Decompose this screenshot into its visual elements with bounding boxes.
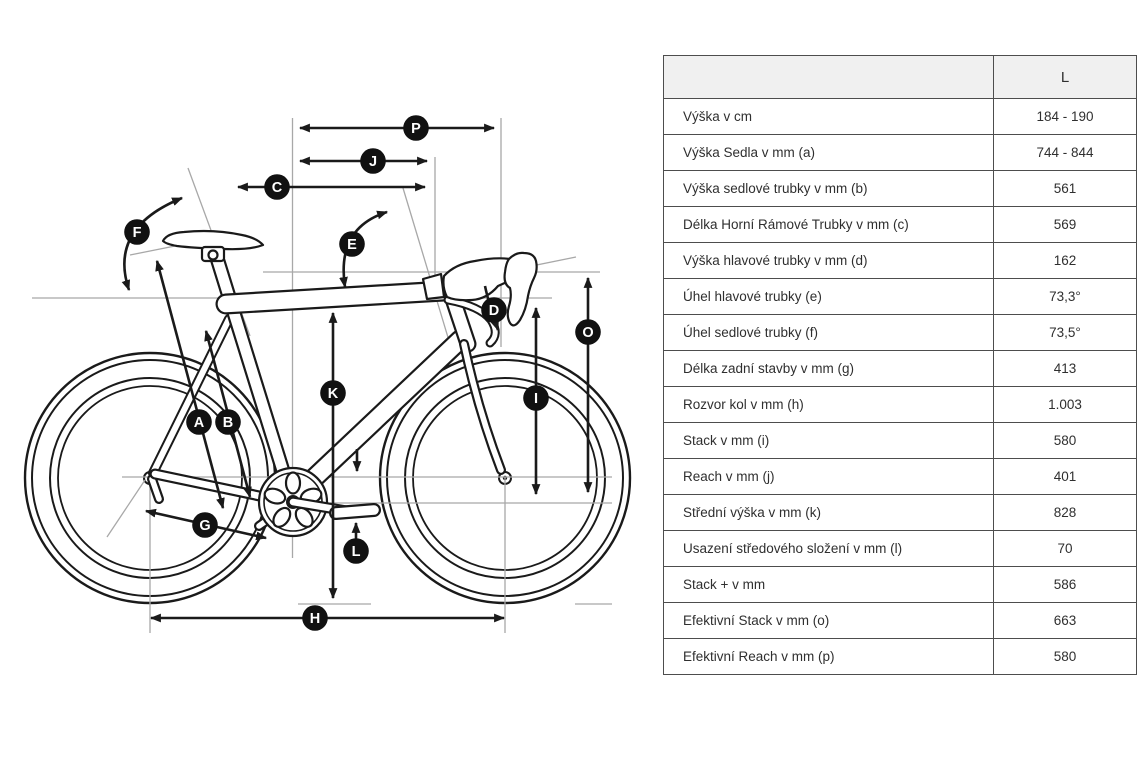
marker-l-letter: L <box>351 544 361 560</box>
table-row <box>664 171 1137 207</box>
row-label: Délka zadní stavby v mm (g) <box>664 351 994 387</box>
marker-o-letter: O <box>582 325 594 341</box>
row-value: 580 <box>994 423 1137 459</box>
table-row <box>664 459 1137 495</box>
stem <box>423 274 444 299</box>
row-label: Výška v cm <box>664 99 994 135</box>
table-row <box>664 315 1137 351</box>
row-value: 401 <box>994 459 1137 495</box>
table-row <box>664 99 1137 135</box>
marker-e-letter: E <box>347 237 357 253</box>
marker-h-letter: H <box>309 611 321 627</box>
row-label: Délka Horní Rámové Trubky v mm (c) <box>664 207 994 243</box>
saddle <box>163 231 263 261</box>
row-value: 663 <box>994 603 1137 639</box>
marker-p <box>403 115 429 141</box>
row-value: 580 <box>994 639 1137 675</box>
table-row <box>664 207 1137 243</box>
marker-b <box>215 409 241 435</box>
marker-j-letter: J <box>368 154 378 170</box>
marker-f <box>124 219 150 245</box>
row-label: Střední výška v mm (k) <box>664 495 994 531</box>
row-value: 162 <box>994 243 1137 279</box>
table-row <box>664 567 1137 603</box>
table-row <box>664 531 1137 567</box>
table-row <box>664 135 1137 171</box>
row-label: Úhel sedlové trubky (f) <box>664 315 994 351</box>
row-value: 586 <box>994 567 1137 603</box>
row-value: 413 <box>994 351 1137 387</box>
marker-d-letter: D <box>488 303 500 319</box>
row-value: 1.003 <box>994 387 1137 423</box>
row-label: Efektivní Stack v mm (o) <box>664 603 994 639</box>
geometry-table <box>663 55 1137 675</box>
table-row <box>664 639 1137 675</box>
row-value: 73,5° <box>994 315 1137 351</box>
marker-j <box>360 148 386 174</box>
table-row <box>664 279 1137 315</box>
table-row <box>664 603 1137 639</box>
table-row <box>664 495 1137 531</box>
row-value: 184 - 190 <box>994 99 1137 135</box>
row-value: 70 <box>994 531 1137 567</box>
row-value: 73,3° <box>994 279 1137 315</box>
row-label: Efektivní Reach v mm (p) <box>664 639 994 675</box>
marker-i <box>523 385 549 411</box>
marker-i-letter: I <box>533 391 539 407</box>
row-label: Usazení středového složení v mm (l) <box>664 531 994 567</box>
marker-g <box>192 512 218 538</box>
row-label: Výška Sedla v mm (a) <box>664 135 994 171</box>
row-label: Stack + v mm <box>664 567 994 603</box>
row-label: Stack v mm (i) <box>664 423 994 459</box>
empty-header-cell <box>664 56 994 99</box>
row-value: 561 <box>994 171 1137 207</box>
marker-e <box>339 231 365 257</box>
marker-a-letter: A <box>193 415 205 431</box>
marker-c-letter: C <box>271 180 283 196</box>
reference-lines <box>32 118 612 633</box>
table-row <box>664 387 1137 423</box>
dimension-markers <box>124 115 601 631</box>
row-label: Výška sedlové trubky v mm (b) <box>664 171 994 207</box>
marker-k-letter: K <box>327 386 339 402</box>
row-value: 828 <box>994 495 1137 531</box>
row-label: Reach v mm (j) <box>664 459 994 495</box>
marker-d <box>481 297 507 323</box>
brake-lever <box>505 253 537 326</box>
row-value: 569 <box>994 207 1137 243</box>
marker-a <box>186 409 212 435</box>
marker-b-letter: B <box>222 415 234 431</box>
size-column-header: L <box>994 56 1137 99</box>
table-row <box>664 423 1137 459</box>
table-row <box>664 243 1137 279</box>
row-label: Úhel hlavové trubky (e) <box>664 279 994 315</box>
marker-h <box>302 605 328 631</box>
marker-c <box>264 174 290 200</box>
table-header-row <box>664 56 1137 99</box>
marker-p-letter: P <box>411 121 421 137</box>
row-label: Výška hlavové trubky v mm (d) <box>664 243 994 279</box>
marker-l <box>343 538 369 564</box>
table-row <box>664 351 1137 387</box>
marker-o <box>575 319 601 345</box>
row-value: 744 - 844 <box>994 135 1137 171</box>
marker-f-letter: F <box>132 225 142 241</box>
marker-g-letter: G <box>199 518 211 534</box>
handlebar <box>423 253 537 343</box>
marker-k <box>320 380 346 406</box>
row-label: Rozvor kol v mm (h) <box>664 387 994 423</box>
